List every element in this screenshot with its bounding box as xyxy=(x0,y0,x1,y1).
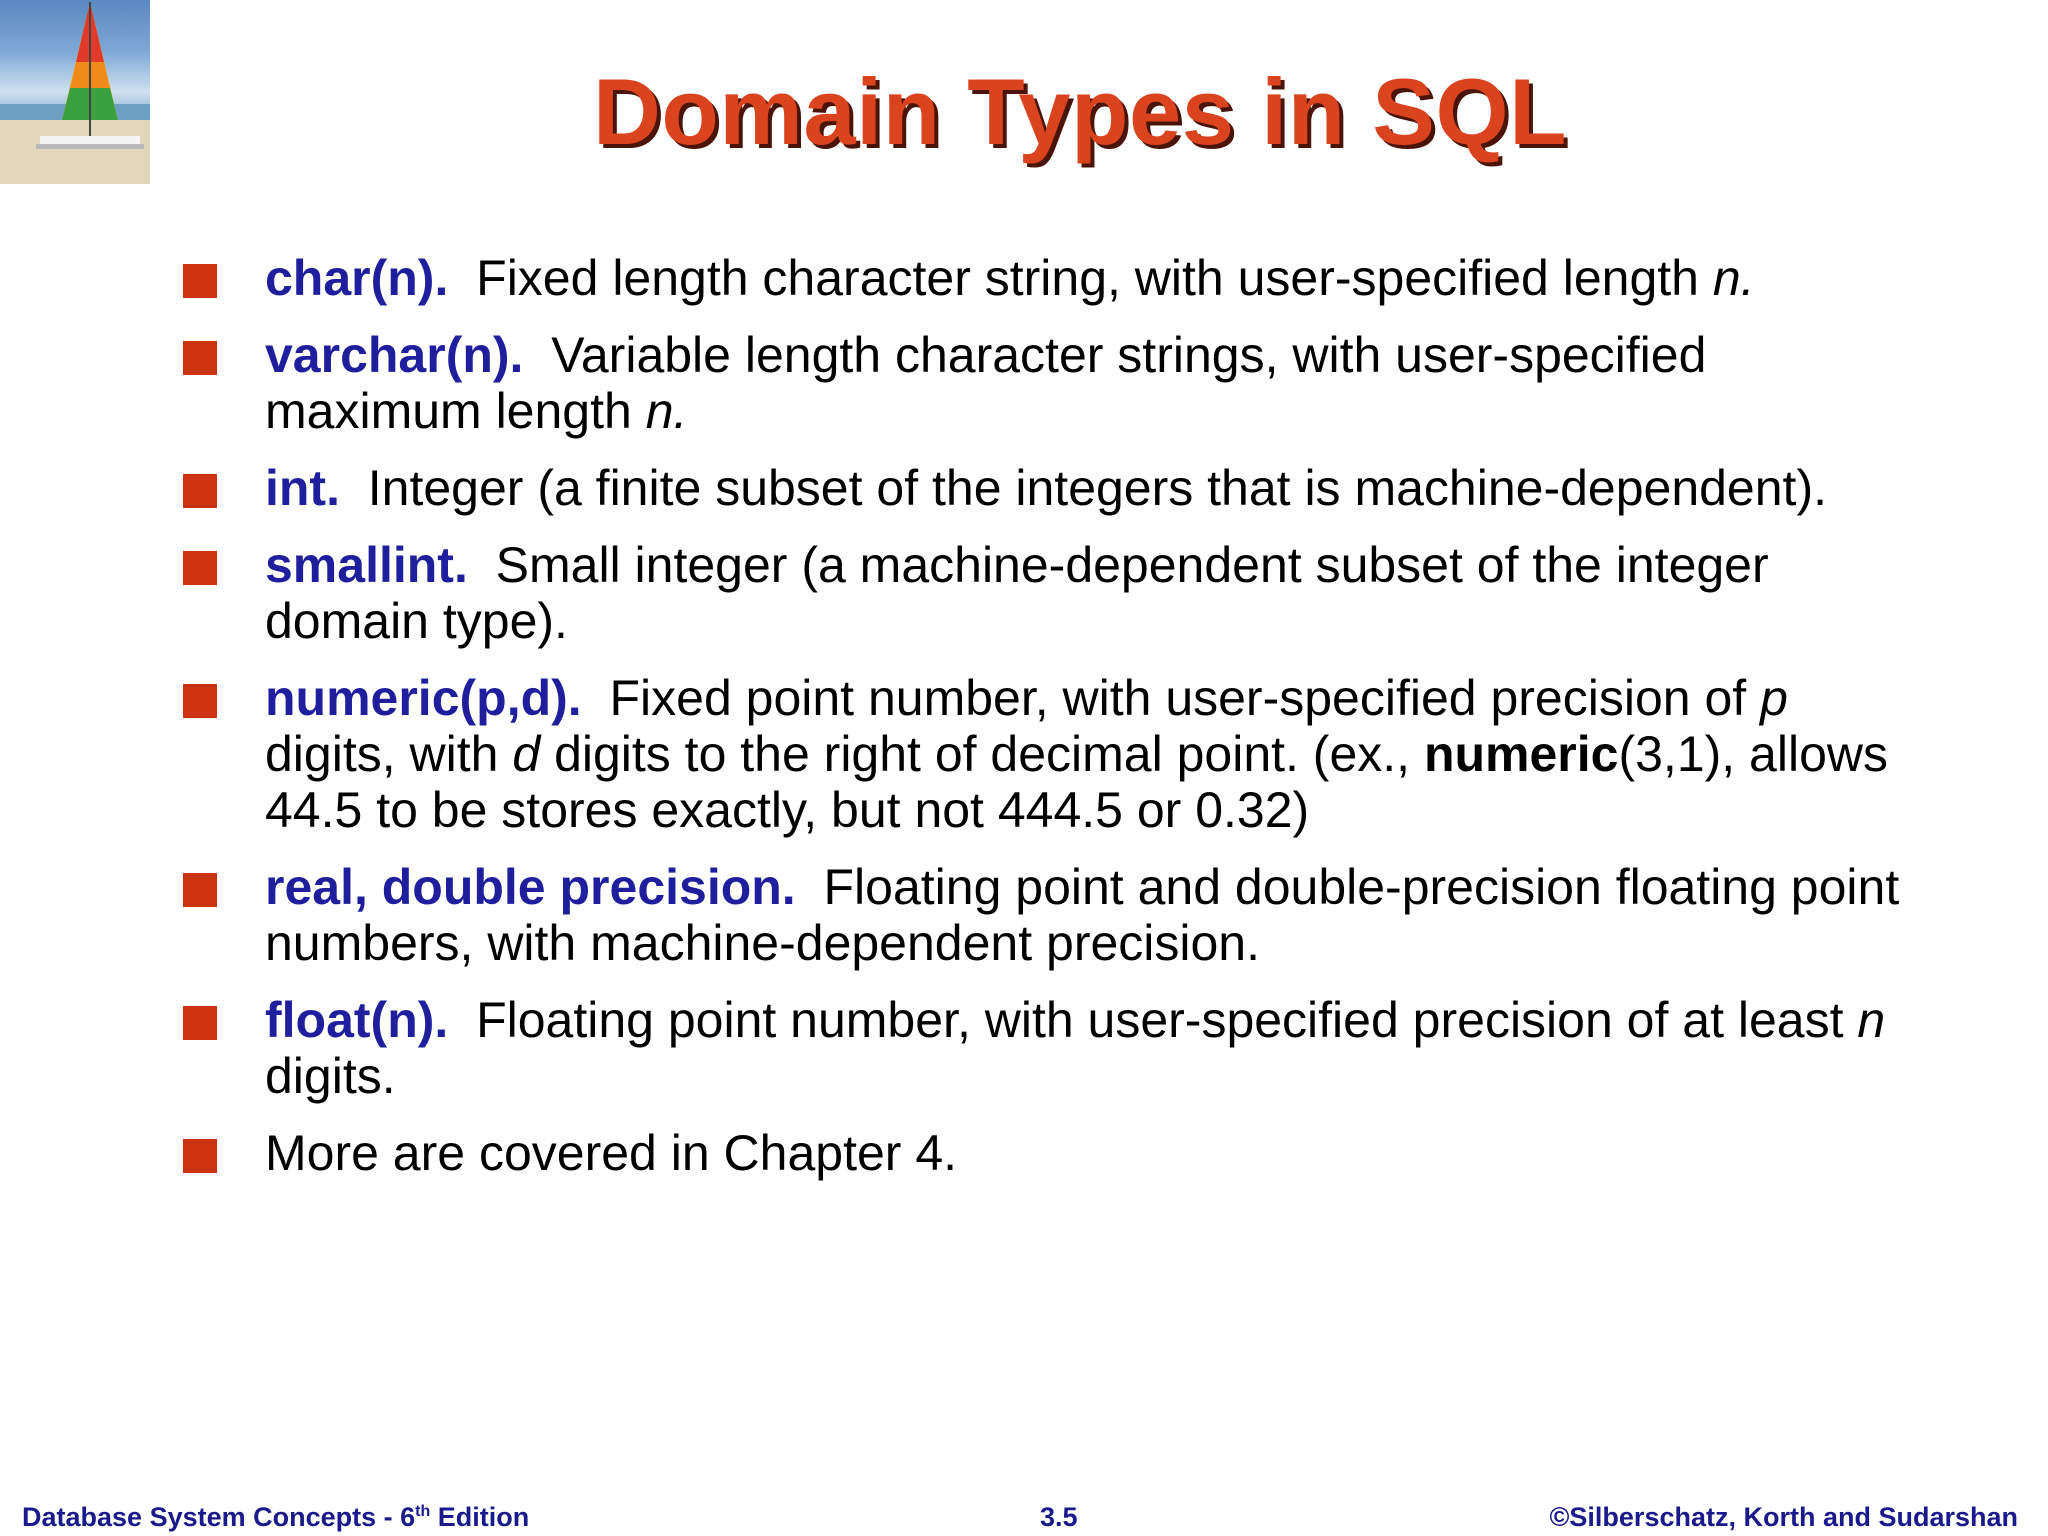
term-smallint: smallint. xyxy=(265,537,468,593)
bullet-square-icon xyxy=(183,474,217,508)
list-item xyxy=(180,670,1900,838)
bullet-square-icon xyxy=(183,264,217,298)
list-item xyxy=(180,859,1900,971)
bullet-square-icon xyxy=(183,1006,217,1040)
bullet-square-icon xyxy=(183,1139,217,1173)
desc-float: Floating point number, with user-specified precision of at least xyxy=(476,992,1844,1048)
list-item xyxy=(180,250,1900,306)
bullet-square-icon xyxy=(183,341,217,375)
bullet-list xyxy=(180,250,1900,1202)
footer-edition-sup: th xyxy=(415,1503,431,1520)
list-item xyxy=(180,327,1900,439)
list-item xyxy=(180,537,1900,649)
var-d: d xyxy=(512,726,541,782)
numeric-keyword: numeric xyxy=(1423,726,1619,782)
var-p: p xyxy=(1760,670,1788,726)
footer-edition-word: Edition xyxy=(437,1502,530,1532)
bullet-square-icon xyxy=(183,873,217,907)
bullet-square-icon xyxy=(183,684,217,718)
list-item xyxy=(180,1125,1900,1181)
bullet-square-icon xyxy=(183,551,217,585)
term-char: char(n). xyxy=(265,250,449,306)
var-n: n. xyxy=(645,383,688,439)
slide-number: 3.5 xyxy=(1040,1502,1078,1532)
term-float: float(n). xyxy=(265,992,449,1048)
desc-char: Fixed length character string, with user-specified length xyxy=(476,250,1699,306)
sailboat-logo xyxy=(0,0,150,184)
term-real: real, double precision. xyxy=(265,859,796,915)
desc-real: Floating point and double-precision floating point numbers, with machine-dependent precision. xyxy=(265,859,1900,971)
term-varchar: varchar(n). xyxy=(265,327,524,383)
term-numeric: numeric(p,d). xyxy=(265,670,582,726)
footer-copyright: ©Silberschatz, Korth and Sudarshan xyxy=(1549,1502,2018,1532)
footer-book-title xyxy=(22,1502,529,1533)
desc-numeric-a: Fixed point number, with user-specified precision of xyxy=(609,670,1747,726)
desc-float-after: digits. xyxy=(265,1048,396,1104)
var-n: n. xyxy=(1712,250,1755,306)
desc-int: Integer (a finite subset of the integers that is machine-dependent). xyxy=(367,460,1827,516)
term-int: int. xyxy=(265,460,340,516)
list-item xyxy=(180,460,1900,516)
desc-varchar: Variable length character strings, with user-specified maximum length xyxy=(265,327,1707,439)
var-n: n xyxy=(1857,992,1886,1048)
footer xyxy=(0,1502,2048,1536)
slide-title: Domain Types in SQL xyxy=(592,59,1567,164)
desc-numeric-b: digits, with xyxy=(265,726,499,782)
desc-more: More are covered in Chapter 4. xyxy=(265,1125,958,1181)
list-item xyxy=(180,992,1900,1104)
desc-numeric-c: digits to the right of decimal point. (ex., xyxy=(554,726,1411,782)
desc-numeric-d: (3,1), allows 44.5 to be stores exactly, but not 444.5 or 0.32) xyxy=(265,726,1888,838)
footer-book-name: Database System Concepts - 6 xyxy=(22,1502,416,1532)
desc-smallint: Small integer (a machine-dependent subset of the integer domain type). xyxy=(265,537,1769,649)
